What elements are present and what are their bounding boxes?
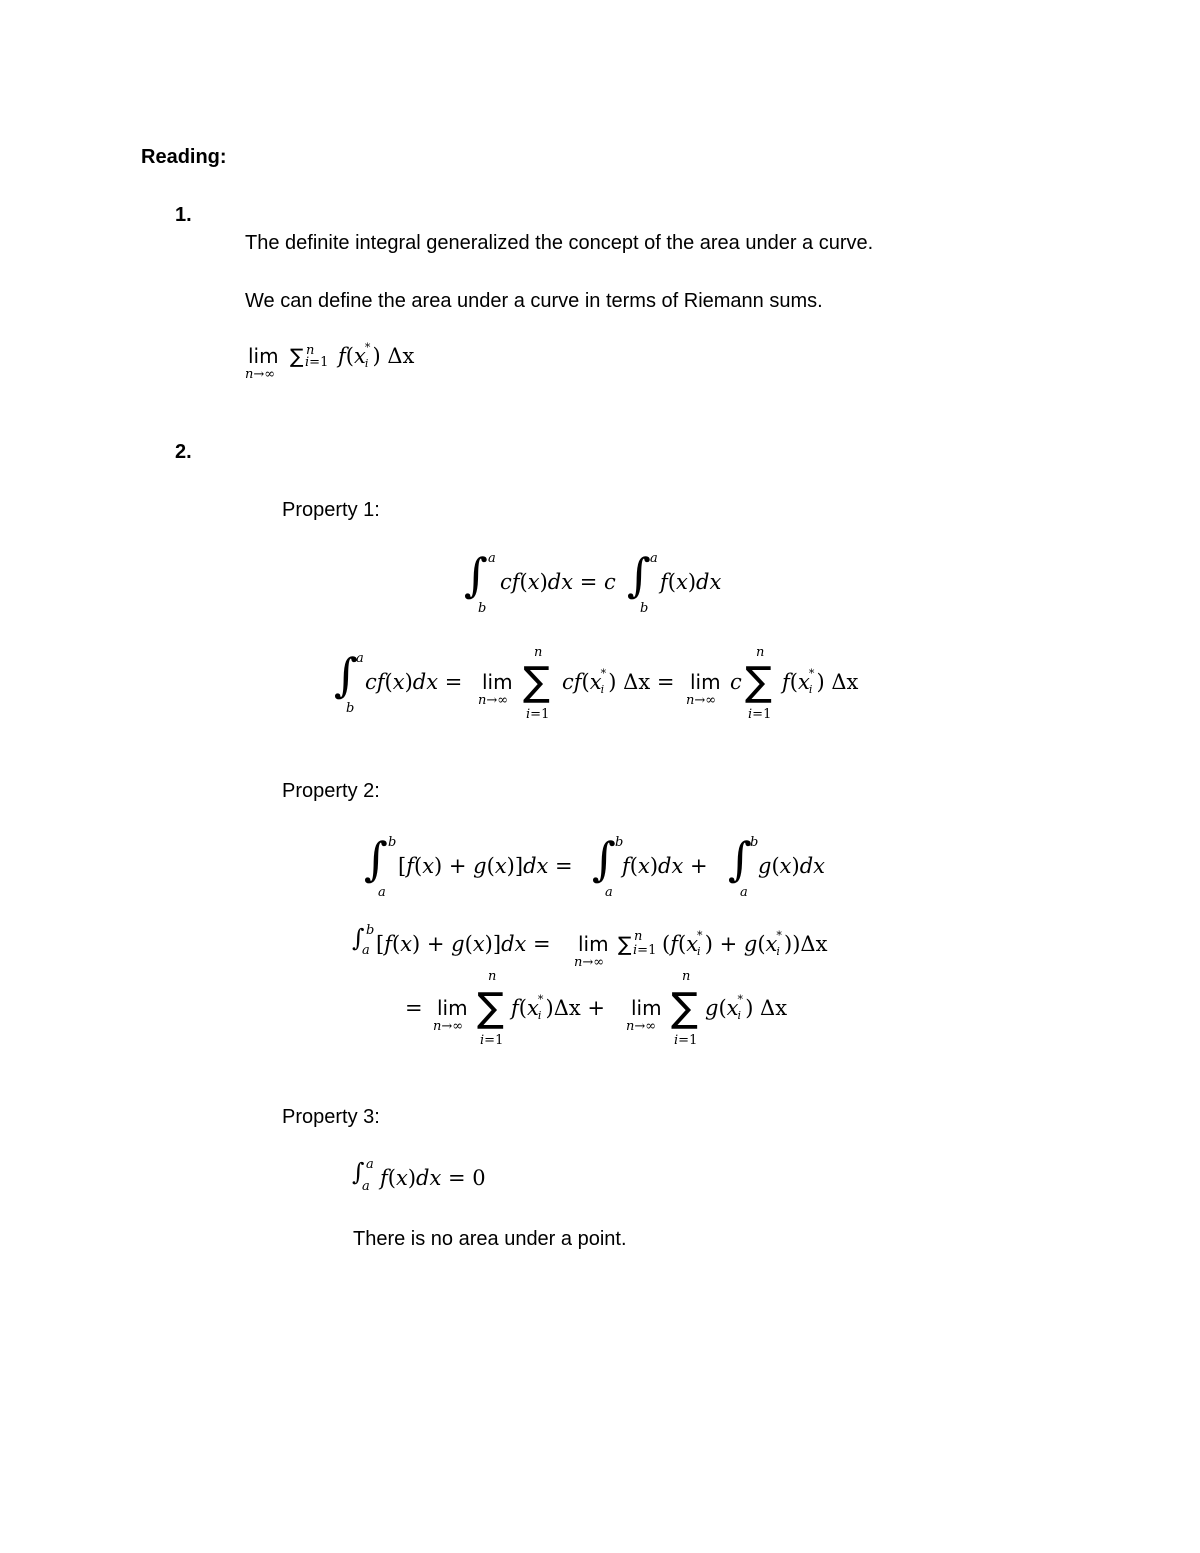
sum-lower-limit: i=1	[633, 943, 657, 958]
sum-symbol: ∑	[290, 344, 304, 368]
integral-sign: ∫	[592, 832, 616, 886]
integrand: g(x)dx	[758, 854, 825, 878]
summand: cf(x * i ) Δx =	[562, 667, 675, 696]
integral-sign: ∫	[364, 832, 388, 886]
integral-lower-limit: b	[346, 701, 355, 716]
sum-lower-limit: i=1	[526, 707, 550, 722]
integrand: cf(x)dx = c	[500, 570, 616, 594]
integrand: f(x)dx +	[622, 854, 708, 878]
property2-equation	[360, 832, 860, 902]
lim-subscript: n→∞	[574, 955, 605, 970]
sum-upper-limit: n	[682, 969, 691, 984]
sum-lower-limit: i=1	[674, 1033, 698, 1048]
item1-text-line2: We can define the area under a curve in terms of Riemann sums.	[245, 290, 823, 312]
item-number-2: 2.	[175, 441, 192, 463]
integral-lower-limit: a	[362, 943, 370, 958]
integral-upper-limit: b	[388, 835, 397, 850]
integral-lower-limit: a	[378, 885, 386, 900]
property1-equation	[460, 550, 760, 620]
lim-operator: lim	[482, 670, 513, 694]
property3-label: Property 3:	[282, 1106, 380, 1128]
integrand: [f(x) + g(x)]dx =	[398, 854, 573, 878]
integral-sign: ∫	[627, 548, 651, 602]
property2-proof-line1	[352, 923, 872, 970]
property3-note: There is no area under a point.	[353, 1228, 627, 1250]
page-heading: Reading:	[141, 146, 227, 168]
property2-proof-line2	[405, 966, 825, 1052]
riemann-summand: f(x * i ) Δx	[338, 341, 415, 370]
integrand: f(x)dx	[660, 570, 722, 594]
sum-symbol: ∑	[477, 985, 504, 1031]
lim-subscript: n→∞	[626, 1019, 657, 1034]
integrand: f(x)dx = 0	[380, 1166, 486, 1190]
equals-sign: =	[405, 996, 423, 1020]
integral-upper-limit: a	[488, 551, 496, 566]
sum-upper-limit: n	[306, 343, 315, 358]
sum-upper-limit: n	[756, 645, 765, 660]
sum-symbol: ∑	[618, 932, 632, 956]
sum-lower-limit: i=1	[748, 707, 772, 722]
integral-lower-limit: a	[362, 1179, 370, 1194]
integral-upper-limit: a	[356, 651, 364, 666]
lim-operator: lim	[631, 996, 662, 1020]
property1-proof	[330, 640, 890, 730]
integrand: [f(x) + g(x)]dx =	[376, 932, 551, 956]
summand: g(x * i ) Δx	[705, 993, 788, 1022]
sum-upper-limit: n	[488, 969, 497, 984]
sum-upper-limit: n	[534, 645, 543, 660]
summand: (f(x * i ) + g(x * i ))Δx	[662, 929, 828, 958]
integral-upper-limit: a	[366, 1157, 374, 1172]
lim-subscript: n→∞	[478, 693, 509, 708]
integral-sign: ∫	[352, 1158, 365, 1186]
integral-lower-limit: b	[640, 601, 649, 616]
summand: f(x * i )Δx +	[511, 993, 605, 1022]
integral-lower-limit: b	[478, 601, 487, 616]
summand: f(x * i ) Δx	[782, 667, 859, 696]
sum-symbol: ∑	[745, 659, 772, 705]
lim-operator: lim	[690, 670, 721, 694]
sum-symbol: ∑	[523, 659, 550, 705]
property1-label: Property 1:	[282, 499, 380, 521]
lim-subscript: n→∞	[433, 1019, 464, 1034]
constant-c: c	[730, 670, 742, 694]
integral-lower-limit: a	[605, 885, 613, 900]
integral-sign: ∫	[464, 548, 488, 602]
sum-lower-limit: i=1	[480, 1033, 504, 1048]
item-number-1: 1.	[175, 204, 192, 226]
sum-symbol: ∑	[671, 985, 698, 1031]
item1-text-line1: The definite integral generalized the concept of the area under a curve.	[245, 232, 874, 254]
lim-subscript: n→∞	[245, 367, 276, 382]
property3-equation	[352, 1158, 552, 1198]
sum-lower-limit: i=1	[305, 355, 329, 370]
integral-lower-limit: a	[740, 885, 748, 900]
lim-subscript: n→∞	[686, 693, 717, 708]
sum-upper-limit: n	[634, 929, 643, 944]
integral-sign: ∫	[334, 648, 358, 702]
integral-upper-limit: b	[750, 835, 759, 850]
integral-sign: ∫	[728, 832, 752, 886]
integral-upper-limit: b	[615, 835, 624, 850]
lim-operator: lim	[437, 996, 468, 1020]
integrand: cf(x)dx =	[365, 670, 463, 694]
property2-label: Property 2:	[282, 780, 380, 802]
integral-upper-limit: b	[366, 923, 375, 938]
integral-sign: ∫	[352, 924, 365, 952]
lim-operator: lim	[578, 932, 609, 956]
integral-upper-limit: a	[650, 551, 658, 566]
lim-operator: lim	[248, 344, 279, 368]
riemann-sum-formula	[245, 342, 445, 384]
